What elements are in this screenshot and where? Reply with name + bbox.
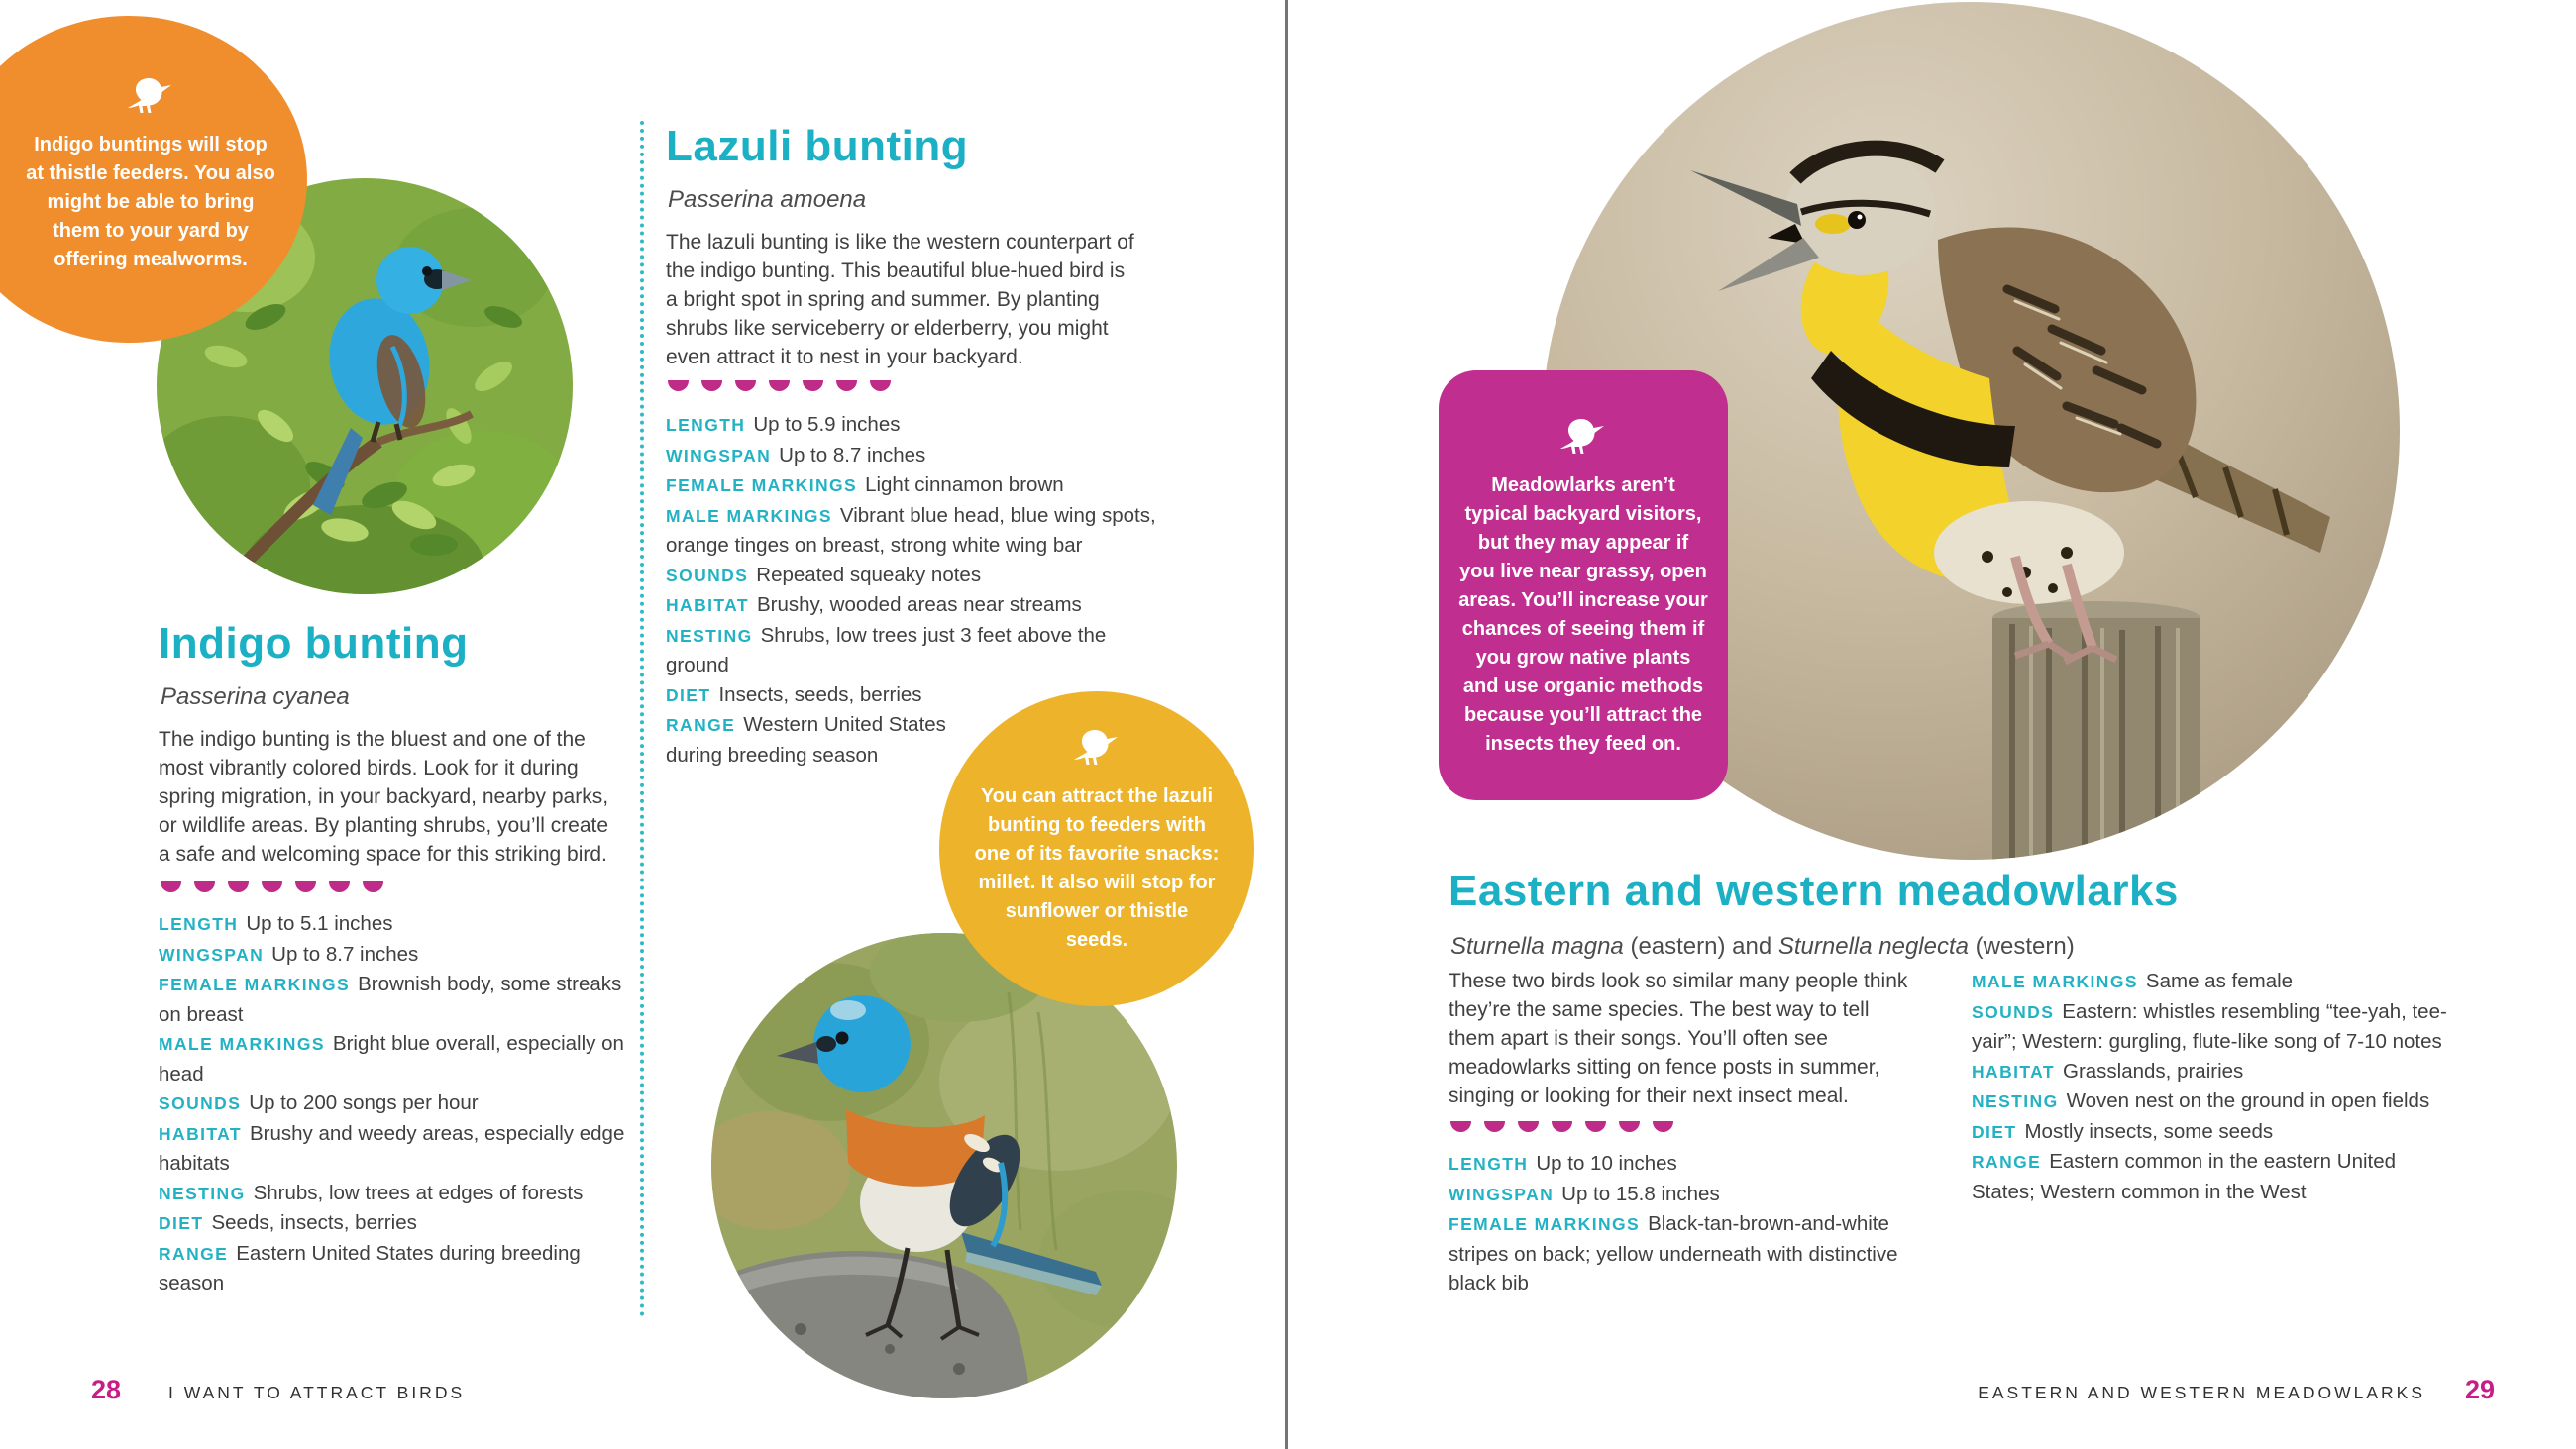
stat-row: SOUNDS Eastern: whistles resembling “tee-yah, tee-yair”; Western: gurgling, flute-like song of 7-10 notes: [1972, 999, 2447, 1053]
stat-row: DIET Mostly insects, some seeds: [1972, 1119, 2274, 1143]
page-number-right: 29: [2464, 1375, 2495, 1404]
stat-row: MALE MARKINGS Bright blue overall, especially on head: [159, 1032, 624, 1086]
section-divider-dots: [161, 881, 383, 892]
stat-row: FEMALE MARKINGS Brownish body, some streaks on breast: [159, 973, 622, 1026]
stat-row: LENGTH Up to 10 inches: [1449, 1152, 1677, 1175]
stat-row: RANGE Eastern United States during breeding season: [159, 1241, 581, 1294]
stat-row: DIET Insects, seeds, berries: [666, 682, 922, 706]
stat-row: WINGSPAN Up to 8.7 inches: [159, 942, 419, 966]
tip-yellow-text: You can attract the lazuli bunting to feeders with one of its favorite snacks: millet. It also will stop for sunflower or thistle seeds.: [974, 785, 1220, 951]
lazuli-description: The lazuli bunting is like the western counterpart of the indigo bunting. This beautiful blue-hued bird is a bright spot in spring and summer. By planting shrubs like serviceberry or elderberry, you might even attract it to nest in your backyard.: [666, 231, 1134, 368]
indigo-title: Indigo bunting: [159, 619, 469, 668]
meadowlarks-description: These two birds look so similar many people think they’re the same species. The best way to tell them apart is their songs. You’ll often see meadowlarks sitting on fence posts in summer, singing or looking for their next insect meal.: [1449, 970, 1908, 1107]
indigo-description: The indigo bunting is the bluest and one of the most vibrantly colored birds. Look for it during spring migration, in your backyard, nearby parks, or wildlife areas. By planting shrubs, you’ll create a safe and welcoming space for this striking bird.: [159, 728, 609, 866]
stat-row: SOUNDS Up to 200 songs per hour: [159, 1091, 479, 1114]
running-title-right: EASTERN AND WESTERN MEADOWLARKS: [1978, 1383, 2425, 1402]
lazuli-species: Passerina amoena: [668, 186, 867, 213]
tip-blob-magenta: [1439, 370, 1728, 800]
bird-icon: [1557, 416, 1609, 458]
stat-row: LENGTH Up to 5.9 inches: [666, 413, 901, 436]
stat-row: NESTING Shrubs, low trees just 3 feet above the ground: [666, 623, 1107, 676]
wooden-post: [1992, 601, 2200, 860]
tip-blob-yellow: [939, 691, 1254, 1006]
section-divider-dots: [1450, 1121, 1673, 1132]
meadowlarks-stats-left: [1449, 1149, 1926, 1298]
page-number-left: 28: [91, 1375, 122, 1404]
running-title-left: I WANT TO ATTRACT BIRDS: [168, 1383, 466, 1402]
meadowlarks-stats-right: [1972, 967, 2447, 1206]
stat-row: NESTING Shrubs, low trees at edges of forests: [159, 1181, 584, 1204]
stat-row: HABITAT Brushy, wooded areas near streams: [666, 593, 1082, 616]
meadowlarks-title: Eastern and western meadowlarks: [1449, 867, 2179, 915]
stat-row: LENGTH Up to 5.1 inches: [159, 912, 393, 935]
stat-row: MALE MARKINGS Vibrant blue head, blue wing spots, orange tinges on breast, strong white wing bar: [666, 503, 1156, 557]
section-divider-dots: [668, 380, 891, 391]
indigo-species: Passerina cyanea: [161, 683, 350, 710]
stat-row: RANGE Eastern common in the eastern United States; Western common in the West: [1972, 1150, 2397, 1203]
stat-row: MALE MARKINGS Same as female: [1972, 970, 2294, 992]
stat-row: RANGE Western United States during breeding season: [666, 713, 946, 767]
stat-row: HABITAT Grasslands, prairies: [1972, 1059, 2244, 1083]
bird-icon: [1071, 727, 1123, 769]
meadowlarks-species: Sturnella magna (eastern) and Sturnella neglecta (western): [1450, 933, 2075, 960]
stat-row: WINGSPAN Up to 8.7 inches: [666, 443, 926, 466]
indigo-stats: [159, 909, 634, 1298]
stat-row: WINGSPAN Up to 15.8 inches: [1449, 1182, 1720, 1205]
stat-row: FEMALE MARKINGS Light cinnamon brown: [666, 473, 1064, 496]
stat-row: FEMALE MARKINGS Black-tan-brown-and-white stripes on back; yellow underneath with distinctive black bib: [1449, 1212, 1898, 1294]
tip-magenta-text: Meadowlarks aren’t typical backyard visitors, but they may appear if you live near grassy, open areas. You’ll increase your chances of seeing them if you grow native plants and use organic methods because you’ll attract the insects they feed on.: [1458, 474, 1708, 755]
stat-row: SOUNDS Repeated squeaky notes: [666, 563, 982, 586]
stat-row: HABITAT Brushy and weedy areas, especially edge habitats: [159, 1121, 625, 1175]
lazuli-title: Lazuli bunting: [666, 122, 969, 170]
stat-row: DIET Seeds, insects, berries: [159, 1211, 417, 1234]
tip-orange-text: Indigo buntings will stop at thistle feeders. You also might be able to bring them to your yard by offering mealworms.: [26, 134, 275, 270]
stat-row: NESTING Woven nest on the ground in open fields: [1972, 1089, 2430, 1112]
bird-icon: [125, 75, 176, 117]
column-divider-dotted: [640, 121, 644, 1317]
page-gutter: [1285, 0, 1288, 1449]
